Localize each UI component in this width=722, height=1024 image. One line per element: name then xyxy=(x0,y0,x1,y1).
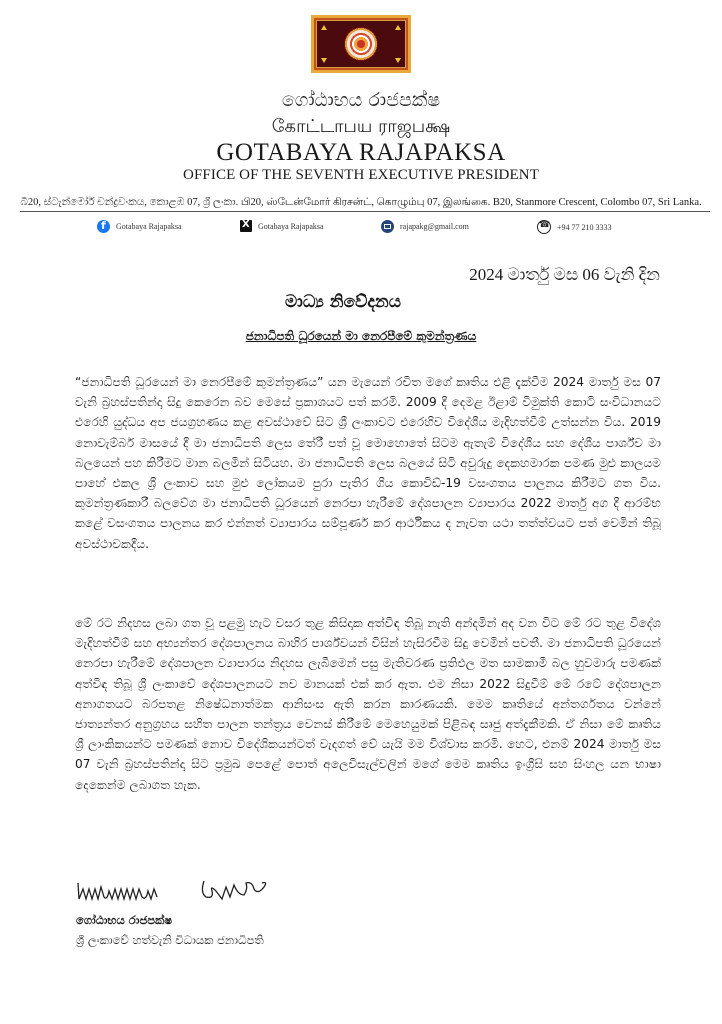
emblem-border xyxy=(314,18,408,70)
facebook-icon xyxy=(97,220,110,233)
presidential-flag-emblem xyxy=(311,15,411,73)
contact-bar xyxy=(0,220,722,238)
emblem-field xyxy=(316,20,406,68)
signatory-name: ගෝඨාභය රාජපක්ෂ xyxy=(76,913,173,927)
office-title: OFFICE OF THE SEVENTH EXECUTIVE PRESIDENT xyxy=(183,167,539,183)
contact-facebook[interactable] xyxy=(97,220,182,233)
document-date: 2024 මාර්තු මස 06 වැනි දින xyxy=(469,265,660,284)
contact-email[interactable] xyxy=(381,220,469,233)
phone-icon xyxy=(537,220,551,234)
name-sinhala: ගෝඨාභය රාජපක්ෂ xyxy=(281,89,441,111)
document-title: ජනාධිපති ධූරයෙන් මා නෙරපීමේ කුමන්ත්‍රණය xyxy=(245,329,477,343)
contact-facebook-text: Gotabaya Rajapaksa xyxy=(116,222,182,231)
bo-leaf-icon xyxy=(395,25,401,30)
bo-leaf-icon xyxy=(321,58,327,63)
contact-email-text: rajapakg@gmail.com xyxy=(400,222,469,231)
body-paragraph: “ජනාධිපති ධූරයෙන් මා නෙරපීමේ කුමන්ත්‍රණය” යන මැයෙන් රචිත මගේ කෘතිය එළි දැක්වීම 2024 මාර්තු මස 07 වැනි බ්‍රහස්පතින්දා සිදු කෙරෙන බව මෙසේ ප්‍රකාශයට පත් කරමි. 2009 දී දෙමළ ඊළාම් විමුක්ති කොටි සංවිධානයට එරෙහි යුද්ධය අප ජයග්‍රහණය කළ අවස්ථාවේ සිට ශ්‍රී ලංකාවට එරෙහිව විදේශීය මැදිහත්වීම් උත්සන්න විය. 2019 නොවැම්බර් මාසයේ දී මා ජනාධිපති ලෙස තේරී පත් වූ මොහොතේ සිටම ඇතැම් විදේශීය සහ දේශීය පාර්ශ්ව මා බලයෙන් පහ කිරීමට මාන බලමින් සිටියහ. මා ජනාධිපති ලෙස බලයේ සිටි අවුරුදු දෙකහමාරක පමණ මුළු කාලයම පාහේ එකල ශ්‍රී ලංකාව සහ මුළු ලෝකයම පුරා පැතිර ගිය කොවිඩ්-19 වසංගතය පාලනය කිරීමට ගත විය. කුමන්ත්‍රණකාරී බලවේග මා ජනාධිපති ධූරයෙන් නෙරපා හැරීමේ දේශපාලන ව්‍යාපාරය 2022 මාර්තු අග දී ආරම්භ කළේ වසංගතය පාලනය කර එන්නත් ව්‍යාපාරය සම්පූර්ණ කර ආර්ථිකය ද නැවත යථා තත්ත්වයට පත් වෙමින් තිබූ අවස්ථාවකදීය. xyxy=(75,375,661,551)
email-icon xyxy=(381,220,394,233)
handwritten-signature xyxy=(76,875,296,905)
signatory-title: ශ්‍රී ලංකාවේ හත්වැනි විධායක ජනාධිපති xyxy=(76,933,264,947)
bo-leaf-icon xyxy=(321,25,327,30)
name-tamil: கோட்டாபய ராஜபக்ஷ xyxy=(271,116,451,137)
bo-leaf-icon xyxy=(395,58,401,63)
body-paragraph: මේ රට නිදහස ලබා ගත වූ පළමු හැට වසර තුළ කිසිදාක අත්විඳ තිබූ නැති අන්දමින් අද වන විට මේ රට තුළ විදේශ මැදිහත්වීම් සහ අභ්‍යන්තර දේශපාලනය බාහිර පාර්ශ්වයන් විසින් හැසිරවීම සිදු වෙමින් පවතී. මා ජනාධිපති ධූරයෙන් නෙරපා හැරීමේ දේශපාලන ව්‍යාපාරය නිදහස ලැබීමෙන් පසු මැතිවරණ ප්‍රතිඵල මත සාමකාමී බල හුවමාරු පමණක් අත්විඳ තිබූ ශ්‍රී ලංකාවේ දේශපාලනයට නව මානයක් එක් කර ඇත. එම නිසා 2022 සිදුවීම් මේ රටේ දේශපාලන අනාගතයට බරපතළ නිෂේධනාත්මක ආනිසංස ඇති කරන කාරණයකි. මෙම කෘතියේ අන්තර්ගතය වන්නේ ජාත්‍යන්තර අනුග්‍රහය සහිත පාලන තන්ත්‍රය වෙනස් කිරීමේ මෙහෙයුමක් පිළිබඳ සෘජු අත්දැකීමකි. ඒ නිසා මේ කෘතිය ශ්‍රී ලාංකිකයන්ට පමණක් නොව විදේශිකයන්ටත් වැදගත් වේ යැයි මම විශ්වාස කරමි. හෙට, එනම් 2024 මාර්තු මස 07 වැනි බ්‍රහස්පතින්දා සිට ප්‍රමුඛ පෙළේ පොත් අලෙවිසැල්වලින් මගේ මෙම කෘතිය ඉංග්‍රීසි සහ සිංහල යන භාෂා දෙකෙන්ම ලබාගත හැක. xyxy=(75,616,661,792)
document-type-heading: මාධ්‍ය නිවේදනය xyxy=(285,292,401,312)
address-line: බී20, ස්ටැන්මෝර් චන්ද්‍රවංකය, කොළඹ 07, ශ්‍රී ලංකා. பி20, ஸ்டேன்மோர் கிரசன்ட், கொழும்பு 07, இலங்கை. B20, Stanmore Crescent, Colombo 07, Sri Lanka. xyxy=(20,197,702,208)
lotus-emblem-icon xyxy=(344,27,378,61)
contact-x-text: Gotabaya Rajapaksa xyxy=(258,221,324,231)
header-divider xyxy=(20,211,710,212)
name-english: GOTABAYA RAJAPAKSA xyxy=(216,139,506,166)
contact-phone-text: +94 77 210 3333 xyxy=(557,222,612,232)
contact-x[interactable] xyxy=(240,220,324,232)
x-twitter-icon xyxy=(240,220,252,232)
contact-phone[interactable] xyxy=(537,220,612,234)
